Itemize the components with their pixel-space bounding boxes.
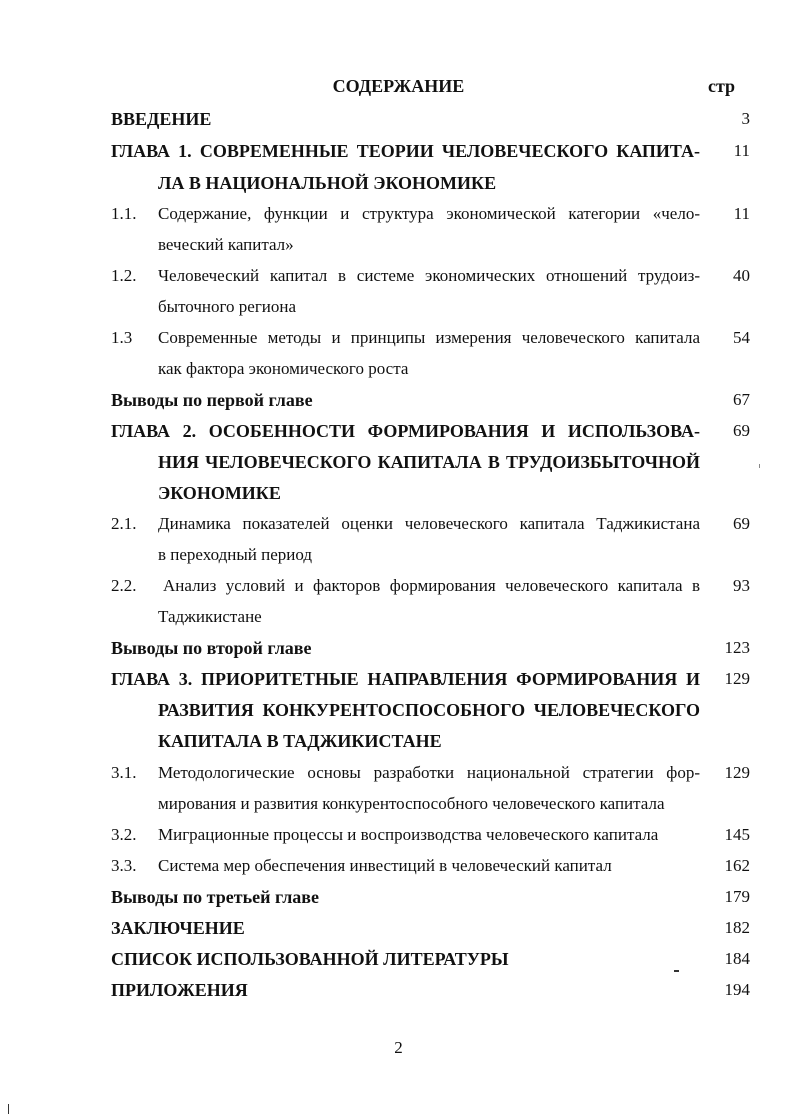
- toc-label-line-2: НИЯ ЧЕЛОВЕЧЕСКОГО КАПИТАЛА В ТРУДОИЗБЫТОЧНОЙ: [158, 452, 700, 472]
- toc-number: 2.2.: [111, 576, 137, 595]
- toc-page: 11: [733, 204, 750, 223]
- toc-label: СПИСОК ИСПОЛЬЗОВАННОЙ ЛИТЕРАТУРЫ: [111, 949, 509, 969]
- toc-label: Выводы по первой главе: [111, 390, 313, 410]
- toc-number: 1.2.: [111, 266, 137, 285]
- toc-label-line-1: Динамика показателей оценки человеческого капитала Таджикистана: [158, 514, 700, 533]
- toc-number: 1.3: [111, 328, 133, 347]
- toc-label-line-3: ЭКОНОМИКЕ: [158, 483, 281, 503]
- toc-page: 69: [733, 421, 750, 440]
- toc-label-line-2: быточного региона: [158, 297, 297, 316]
- toc-label: Выводы по второй главе: [111, 638, 312, 658]
- page-title: СОДЕРЖАНИЕ: [332, 76, 465, 96]
- scan-speck: [674, 970, 679, 972]
- toc-label: ПРИЛОЖЕНИЯ: [111, 980, 248, 1000]
- toc-page: 67: [733, 390, 750, 409]
- toc-page: 194: [724, 980, 750, 999]
- toc-page: 40: [733, 266, 750, 285]
- toc-page: 54: [733, 328, 750, 347]
- scan-speck: [759, 464, 760, 468]
- toc-page: 69: [733, 514, 750, 533]
- toc-page: 3: [741, 109, 750, 128]
- toc-number: 3.3.: [111, 856, 137, 875]
- toc-page: 179: [724, 887, 750, 906]
- toc-label-line-3: КАПИТАЛА В ТАДЖИКИСТАНЕ: [158, 731, 442, 751]
- toc-label-line-1: Методологические основы разработки национальной стратегии фор-: [158, 763, 700, 782]
- page-column-label: стр: [708, 76, 736, 96]
- toc-page: 162: [724, 856, 750, 875]
- toc-number: 3.2.: [111, 825, 137, 844]
- toc-label-line-2: ЛА В НАЦИОНАЛЬНОЙ ЭКОНОМИКЕ: [158, 173, 497, 193]
- scan-speck: [8, 1104, 9, 1114]
- toc-label-line-2: как фактора экономического роста: [158, 359, 409, 378]
- toc-label-line-1: Человеческий капитал в системе экономических отношений трудоиз-: [158, 266, 700, 285]
- toc-page: 145: [724, 825, 750, 844]
- toc-page: 129: [724, 669, 750, 688]
- toc-page: 123: [724, 638, 750, 657]
- toc-label: Миграционные процессы и воспроизводства человеческого капитала: [158, 825, 659, 844]
- toc-label-line-2: мирования и развития конкурентоспособного человеческого капитала: [158, 794, 665, 813]
- toc-label-line-1: ГЛАВА 2. ОСОБЕННОСТИ ФОРМИРОВАНИЯ И ИСПОЛЬЗОВА-: [111, 421, 700, 441]
- toc-label-line-1: Современные методы и принципы измерения человеческого капитала: [158, 328, 700, 347]
- toc-number: 2.1.: [111, 514, 137, 533]
- toc-page: 129: [724, 763, 750, 782]
- toc-label: ЗАКЛЮЧЕНИЕ: [111, 918, 245, 938]
- toc-label: Система мер обеспечения инвестиций в человеческий капитал: [158, 856, 612, 875]
- toc-label-line-1: ГЛАВА 1. СОВРЕМЕННЫЕ ТЕОРИИ ЧЕЛОВЕЧЕСКОГО КАПИТА-: [111, 141, 700, 161]
- toc-label-line-1: Содержание, функции и структура экономической категории «чело-: [158, 204, 700, 223]
- toc-label-line-1: Анализ условий и факторов формирования человеческого капитала в: [163, 576, 700, 595]
- toc-label-line-1: ГЛАВА 3. ПРИОРИТЕТНЫЕ НАПРАВЛЕНИЯ ФОРМИРОВАНИЯ И: [111, 669, 700, 689]
- toc-page: 182: [724, 918, 750, 937]
- toc-label: ВВЕДЕНИЕ: [111, 109, 212, 129]
- toc-label-line-2: в переходный период: [158, 545, 313, 564]
- toc-number: 3.1.: [111, 763, 137, 782]
- toc-number: 1.1.: [111, 204, 137, 223]
- toc-page: 184: [724, 949, 750, 968]
- toc-page: 93: [733, 576, 750, 595]
- page-number: 2: [394, 1038, 403, 1057]
- toc-label: Выводы по третьей главе: [111, 887, 320, 907]
- toc-label-line-2: веческий капитал»: [158, 235, 294, 254]
- toc-label-line-2: РАЗВИТИЯ КОНКУРЕНТОСПОСОБНОГО ЧЕЛОВЕЧЕСКОГО: [158, 700, 700, 720]
- toc-page: 11: [733, 141, 750, 160]
- toc-label-line-2: Таджикистане: [158, 607, 262, 626]
